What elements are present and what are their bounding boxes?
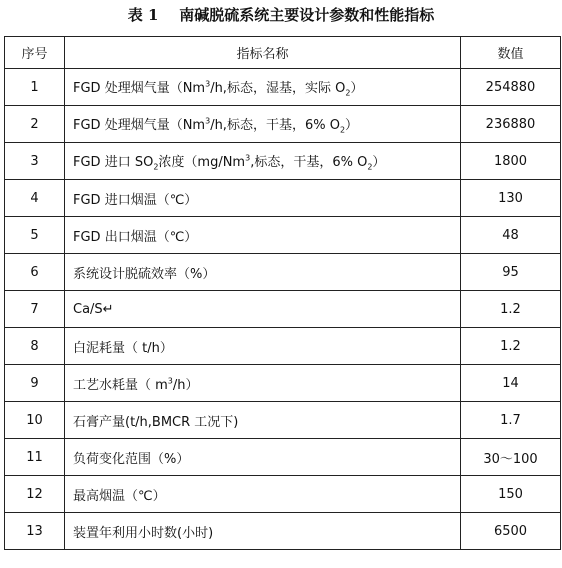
row-value: 1.2 [461, 328, 561, 365]
table-row [5, 217, 561, 254]
row-indicator-name: FGD 处理烟气量（Nm$^3$/h,标态，干基，6% $O_2$） [65, 106, 461, 143]
row-indicator-name: 负荷变化范围（%） [65, 439, 461, 476]
row-number: 2 [5, 106, 65, 143]
table-body [5, 69, 561, 550]
row-number: 1 [5, 69, 65, 106]
row-indicator-name: 白泥耗量（ t/h） [65, 328, 461, 365]
row-number: 13 [5, 513, 65, 550]
row-indicator-name: 最高烟温（℃） [65, 476, 461, 513]
row-indicator-name: FGD 进口 $SO_2$浓度（mg/Nm$^3$,标态，干基，6% $O_2$） [65, 143, 461, 180]
table-row [5, 402, 561, 439]
row-value: 14 [461, 365, 561, 402]
table-row [5, 254, 561, 291]
table-row [5, 439, 561, 476]
row-number: 5 [5, 217, 65, 254]
table-row [5, 476, 561, 513]
row-number: 10 [5, 402, 65, 439]
row-number: 9 [5, 365, 65, 402]
table-row [5, 365, 561, 402]
row-value: 236880 [461, 106, 561, 143]
row-indicator-name: FGD 处理烟气量（Nm$^3$/h,标态，湿基，实际 $O_2$） [65, 69, 461, 106]
row-value: 130 [461, 180, 561, 217]
row-number: 6 [5, 254, 65, 291]
header-value: 数值 [461, 37, 561, 69]
row-number: 12 [5, 476, 65, 513]
row-number: 4 [5, 180, 65, 217]
row-value: 254880 [461, 69, 561, 106]
parameters-table [4, 36, 561, 550]
row-value: 95 [461, 254, 561, 291]
row-indicator-name: FGD 进口烟温（℃） [65, 180, 461, 217]
header-no: 序号 [5, 37, 65, 69]
table-row [5, 106, 561, 143]
row-number: 11 [5, 439, 65, 476]
row-indicator-name: 工艺水耗量（ $m^3/h$） [65, 365, 461, 402]
table-row [5, 180, 561, 217]
row-value: 150 [461, 476, 561, 513]
row-value: 30～100 [461, 439, 561, 476]
table-row [5, 291, 561, 328]
row-number: 7 [5, 291, 65, 328]
table-row [5, 513, 561, 550]
row-number: 3 [5, 143, 65, 180]
row-indicator-name: 装置年利用小时数(小时) [65, 513, 461, 550]
header-row [5, 37, 561, 69]
row-value: 6500 [461, 513, 561, 550]
row-indicator-name: 系统设计脱硫效率（%） [65, 254, 461, 291]
row-value: 48 [461, 217, 561, 254]
row-value: 1.2 [461, 291, 561, 328]
table-row [5, 69, 561, 106]
row-value: 1.7 [461, 402, 561, 439]
row-indicator-name: 石膏产量(t/h,BMCR 工况下) [65, 402, 461, 439]
row-indicator-name: FGD 出口烟温（℃） [65, 217, 461, 254]
row-number: 8 [5, 328, 65, 365]
table-caption: 表 1 南碱脱硫系统主要设计参数和性能指标 [127, 6, 435, 24]
header-name: 指标名称 [65, 37, 461, 69]
row-indicator-name: Ca/S↵ [65, 291, 461, 328]
row-value: 1800 [461, 143, 561, 180]
table-row [5, 143, 561, 180]
table-row [5, 328, 561, 365]
